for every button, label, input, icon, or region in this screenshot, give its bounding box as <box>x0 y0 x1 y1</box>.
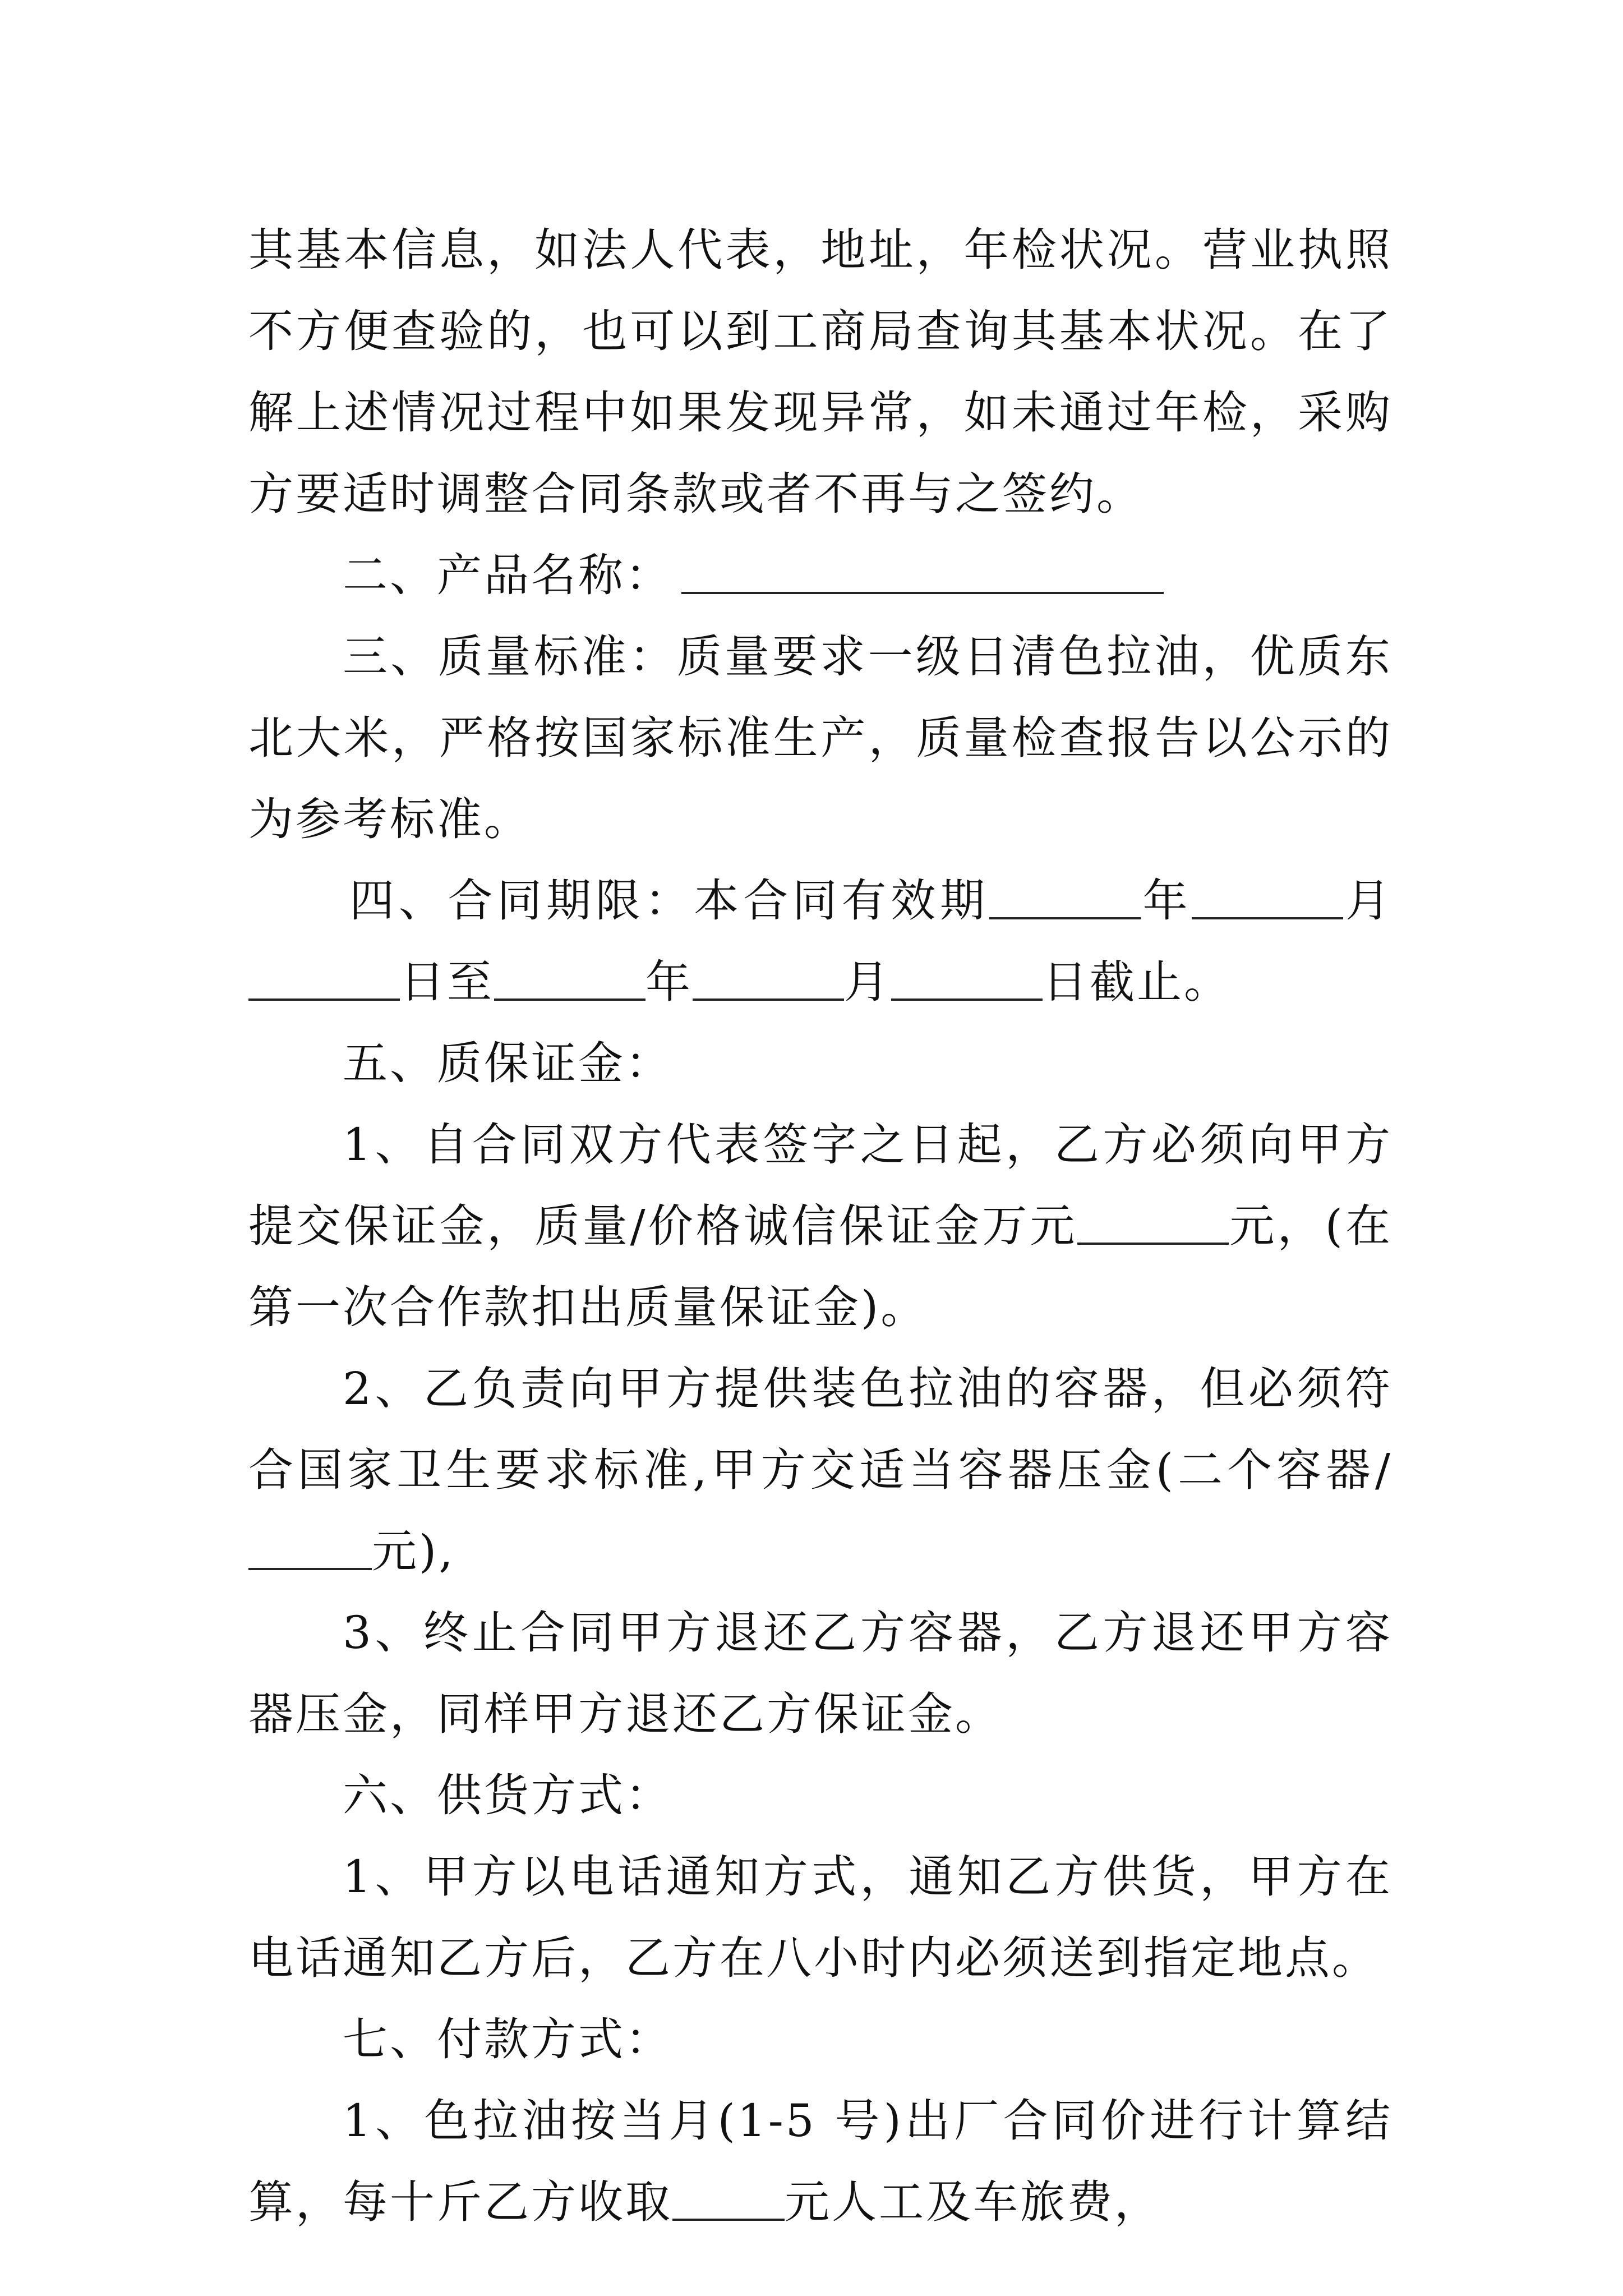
paragraph-deposit-heading <box>248 1023 1393 1104</box>
paragraph-supply-1 <box>248 1836 1393 1999</box>
month-label: 月 <box>844 956 891 1008</box>
month-label: 月 <box>1343 875 1393 927</box>
paragraph-text: 元，(在第一次合作款扣出质量保证金)。 <box>248 1200 1393 1333</box>
paragraph-supply-heading <box>248 1755 1393 1836</box>
end-label: 日截止。 <box>1043 956 1231 1008</box>
section-heading: 七、付款方式： <box>343 2013 672 2065</box>
year-label: 年 <box>1140 875 1192 927</box>
start-month-blank <box>1192 872 1343 919</box>
paragraph-text: 元), <box>372 1525 455 1577</box>
paragraph-text: 四、合同期限：本合同有效期 <box>349 875 989 927</box>
container-deposit-blank <box>248 1523 372 1570</box>
paragraph-quality-standard <box>248 616 1393 860</box>
year-label: 年 <box>645 956 693 1008</box>
paragraph-text: 1、色拉油按当月(1-5 号)出厂合同价进行计算结算，每十斤乙方收取 <box>248 2095 1393 2228</box>
paragraph-text: 1、自合同双方代表签字之日起，乙方必须向甲方提交保证金，质量/价格诚信保证金万元 <box>248 1119 1393 1252</box>
paragraph-payment-heading <box>248 1999 1393 2080</box>
end-day-blank <box>891 954 1043 1001</box>
paragraph-text: 2、乙负责向甲方提供装色拉油的容器，但必须符合国家卫生要求标准,甲方交适当容器压金(二个容器/ <box>248 1363 1393 1496</box>
paragraph-deposit-1 <box>248 1104 1393 1348</box>
paragraph-text: 其基本信息，如法人代表，地址，年检状况。营业执照不方便查验的，也可以到工商局查询其基本状况。在了解上述情况过程中如果发现异常，如未通过年检，采购方要适时调整合同条款或者不再与之签约。 <box>248 224 1393 520</box>
fee-amount-blank <box>672 2174 785 2221</box>
paragraph-payment-1 <box>248 2080 1393 2243</box>
start-year-blank <box>989 872 1141 919</box>
paragraph-text: 1、甲方以电话通知方式，通知乙方供货，甲方在电话通知乙方后，乙方在八小时内必须送到指定地点。 <box>248 1851 1393 1984</box>
document-body <box>248 209 1393 2243</box>
end-month-blank <box>693 954 844 1001</box>
paragraph-text: 三、质量标准：质量要求一级日清色拉油，优质东北大米，严格按国家标准生产，质量检查报告以公示的为参考标准。 <box>248 631 1393 845</box>
section-label: 二、产品名称： <box>343 549 672 601</box>
section-heading: 五、质保证金： <box>343 1037 672 1089</box>
paragraph-contract-term <box>248 860 1393 1023</box>
end-year-blank <box>494 954 645 1001</box>
paragraph-deposit-3 <box>248 1592 1393 1755</box>
paragraph-basic-info <box>248 209 1393 535</box>
start-day-blank <box>248 954 400 1001</box>
deposit-amount-blank <box>1077 1198 1229 1245</box>
product-name-blank <box>681 547 1164 594</box>
paragraph-product-name <box>248 535 1393 616</box>
section-heading: 六、供货方式： <box>343 1769 672 1821</box>
paragraph-text: 3、终止合同甲方退还乙方容器，乙方退还甲方容器压金，同样甲方退还乙方保证金。 <box>248 1607 1393 1740</box>
paragraph-deposit-2 <box>248 1348 1393 1592</box>
day-to-label: 日至 <box>400 956 494 1008</box>
paragraph-text: 元人工及车旅费， <box>785 2176 1161 2228</box>
